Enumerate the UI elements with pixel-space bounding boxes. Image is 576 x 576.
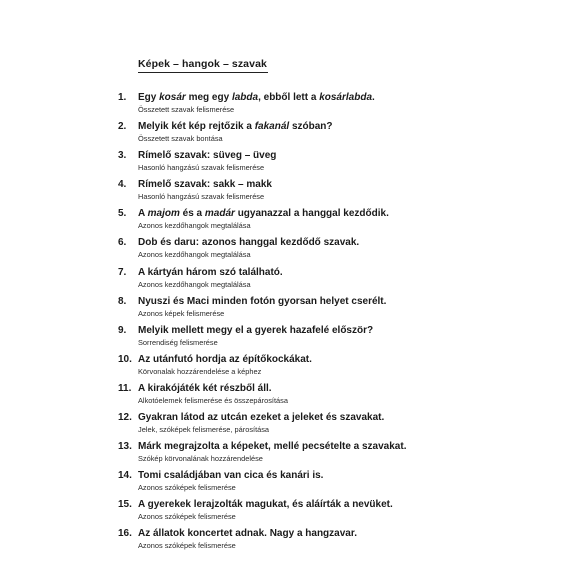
title-segment: . [372, 92, 375, 103]
title-segment: Tomi családjában van cica és kanári is. [138, 470, 324, 482]
title-segment: Rímelő szavak: süveg – üveg [138, 150, 277, 162]
item-title [138, 441, 406, 453]
item-title [138, 383, 272, 395]
item-subtitle: Azonos kezdőhangok megtalálása [138, 221, 251, 231]
list-item [118, 441, 538, 470]
item-title [138, 296, 386, 308]
item-subtitle: Azonos kezdőhangok megtalálása [138, 279, 251, 289]
title-segment: Márk megrajzolta a képeket, mellé pecsételte a szavakat. [138, 441, 407, 453]
item-subtitle: Összetett szavak bontása [138, 134, 223, 144]
item-subtitle: Sorrendiség felismerése [138, 337, 218, 347]
item-title [138, 499, 393, 511]
title-segment: A [138, 208, 148, 220]
item-subtitle: Azonos szóképek felismerése [138, 512, 236, 522]
item-subtitle: Azonos szóképek felismerése [138, 483, 236, 493]
item-number: 3. [118, 150, 127, 162]
title-segment: Melyik mellett megy el a gyerek hazafelé először? [138, 324, 374, 336]
title-segment: Rímelő szavak: sakk – makk [138, 179, 272, 191]
list-item [118, 121, 538, 150]
list-item [118, 354, 538, 383]
list-item [118, 208, 538, 237]
title-segment: szóban? [289, 121, 333, 133]
item-title [138, 412, 384, 424]
title-segment: Az utánfutó hordja az építőkockákat. [138, 353, 312, 365]
title-segment: A kártyán három szó található. [138, 266, 283, 278]
title-segment: , ebből lett a [258, 92, 320, 103]
item-number: 15. [118, 499, 132, 511]
item-number: 1. [118, 92, 127, 103]
title-segment: A kirakójáték két részből áll. [138, 382, 272, 394]
list-item [118, 499, 538, 528]
item-title [138, 121, 333, 133]
item-subtitle: Hasonló hangzású szavak felismerése [138, 163, 265, 173]
item-number: 11. [118, 382, 132, 394]
title-segment: ugyanazzal a hanggal kezdődik. [234, 208, 389, 220]
item-number: 4. [118, 179, 127, 191]
item-subtitle: Jelek, szóképek felismerése, párosítása [138, 425, 270, 435]
item-number: 9. [118, 324, 127, 336]
item-number: 7. [118, 266, 127, 278]
item-subtitle: Azonos szóképek felismerése [138, 541, 236, 551]
list-item [118, 412, 538, 441]
title-segment: meg egy [185, 92, 232, 103]
item-subtitle: Körvonalak hozzárendelése a képhez [138, 366, 262, 376]
item-title [138, 267, 283, 279]
italic-word: fakanál [254, 121, 290, 133]
item-title [138, 237, 359, 249]
title-segment: A gyerekek lerajzolták magukat, és aláírták a nevüket. [138, 499, 393, 511]
list-item [118, 296, 538, 325]
item-number: 2. [118, 121, 127, 133]
list-item [118, 179, 538, 208]
item-subtitle: Hasonló hangzású szavak felismerése [138, 192, 265, 202]
italic-word: labda [231, 92, 259, 103]
italic-word: kosárlabda [319, 92, 373, 103]
italic-word: madár [204, 208, 235, 220]
item-title [138, 354, 312, 366]
section-title: Képek – hangok – szavak [138, 58, 267, 70]
title-underline [138, 72, 268, 73]
title-segment: Melyik két kép rejtőzik a [138, 121, 255, 133]
item-title [138, 92, 375, 104]
item-subtitle: Összetett szavak felismerése [138, 105, 235, 114]
title-segment: és a [179, 208, 205, 220]
item-number: 5. [118, 208, 127, 220]
item-number: 13. [118, 441, 132, 453]
item-title [138, 470, 323, 482]
item-number: 16. [118, 528, 132, 540]
item-number: 12. [118, 412, 132, 424]
list-item [118, 237, 538, 266]
item-subtitle: Azonos képek felismerése [138, 308, 225, 318]
title-segment: Az állatok koncertet adnak. Nagy a hangzavar. [138, 528, 357, 540]
item-subtitle: Azonos kezdőhangok megtalálása [138, 250, 251, 260]
title-segment: Egy [138, 92, 160, 103]
task-list [118, 92, 538, 558]
item-number: 6. [118, 237, 127, 249]
list-item [118, 325, 538, 354]
italic-word: kosár [159, 92, 186, 103]
list-item [118, 150, 538, 179]
list-item [118, 92, 538, 121]
item-number: 10. [118, 353, 132, 365]
list-item [118, 267, 538, 296]
title-segment: Gyakran látod az utcán ezeket a jeleket és szavakat. [138, 412, 385, 424]
item-title [138, 179, 272, 191]
list-item [118, 528, 538, 557]
list-item [118, 383, 538, 412]
item-title [138, 150, 276, 162]
title-segment: Nyuszi és Maci minden fotón gyorsan helyet cserélt. [138, 295, 387, 307]
item-number: 14. [118, 470, 132, 482]
list-item [118, 470, 538, 499]
item-title [138, 208, 389, 220]
italic-word: majom [147, 208, 180, 220]
item-subtitle: Szókép körvonalának hozzárendelése [138, 454, 263, 464]
title-segment: Dob és daru: azonos hanggal kezdődő szavak. [138, 237, 360, 249]
item-number: 8. [118, 295, 127, 307]
section-heading [138, 58, 268, 73]
item-title [138, 528, 357, 540]
item-subtitle: Alkotóelemek felismerése és összepárosítása [138, 395, 288, 405]
item-title [138, 325, 373, 337]
